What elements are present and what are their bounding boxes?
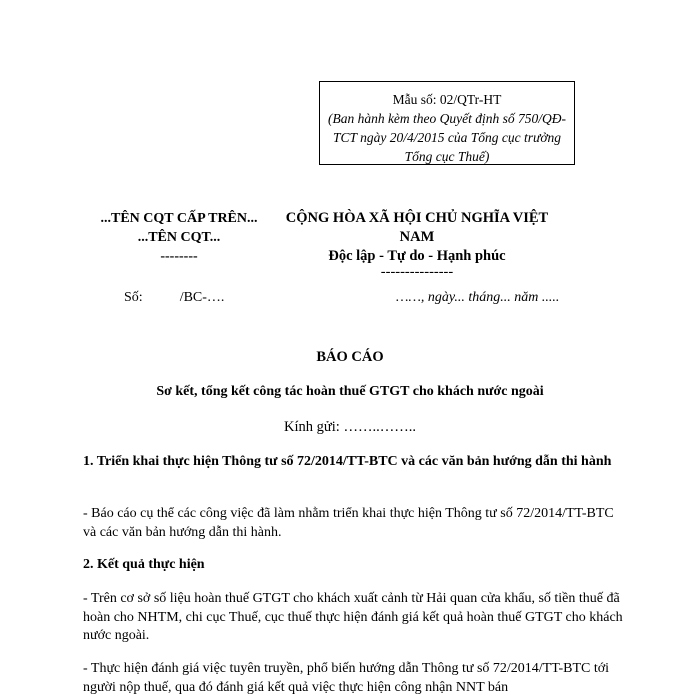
section-1-heading: 1. Triển khai thực hiện Thông tư số 72/2014/TT-BTC và các văn bản hướng dẫn thi hành bbox=[83, 454, 612, 469]
document-date: ……, ngày... tháng... năm ..... bbox=[396, 290, 560, 305]
form-code-box bbox=[319, 81, 575, 165]
section-2-heading: 2. Kết quả thực hiện bbox=[83, 557, 205, 572]
country-name-line2: NAM bbox=[399, 229, 435, 245]
recipient-line: Kính gửi: ……..…….. bbox=[284, 419, 416, 435]
form-code: Mẫu số: 02/QTr-HT bbox=[392, 92, 502, 107]
form-issuance-note: (Ban hành kèm theo Quyết định số 750/QĐ-TCT ngày 20/4/2015 của Tổng cục trưởng Tổng cục Thuế) bbox=[327, 111, 567, 164]
motto-divider: --------------- bbox=[380, 264, 454, 280]
document-title: BÁO CÁO bbox=[316, 349, 384, 365]
agency-divider: -------- bbox=[160, 249, 198, 264]
agency-name: ...TÊN CQT... bbox=[137, 230, 221, 245]
national-header bbox=[277, 209, 557, 278]
parent-agency-name: ...TÊN CQT CẤP TRÊN... bbox=[100, 211, 258, 226]
section-1-paragraph: - Báo cáo cụ thể các công việc đã làm nhằm triển khai thực hiện Thông tư số 72/2014/TT-BTC và các văn bản hướng dẫn thi hành. bbox=[83, 506, 614, 540]
agency-header bbox=[84, 209, 274, 266]
national-motto: Độc lập - Tự do - Hạnh phúc bbox=[328, 248, 506, 264]
section-2-paragraph-1: - Trên cơ sở số liệu hoàn thuế GTGT cho khách xuất cảnh từ Hải quan cửa khẩu, số tiền thuế đã hoàn cho NHTM, chi cục Thuế, cục thuế thực hiện đánh giá kết quả hoàn thuế GTGT cho khách nước ngoài. bbox=[83, 591, 623, 643]
document-number-label: Số: bbox=[124, 290, 143, 305]
document-subtitle: Sơ kết, tổng kết công tác hoàn thuế GTGT cho khách nước ngoài bbox=[156, 384, 544, 399]
document-number-value: /BC-…. bbox=[179, 290, 225, 305]
section-2-paragraph-2: - Thực hiện đánh giá việc tuyên truyền, phổ biến hướng dẫn Thông tư số 72/2014/TT-BTC tới người nộp thuế, qua đó đánh giá kết quả việc thực hiện công nhận NNT bán bbox=[83, 661, 610, 695]
country-name-line1: CỘNG HÒA XÃ HỘI CHỦ NGHĨA VIỆT bbox=[285, 210, 549, 226]
document-number bbox=[124, 290, 224, 306]
